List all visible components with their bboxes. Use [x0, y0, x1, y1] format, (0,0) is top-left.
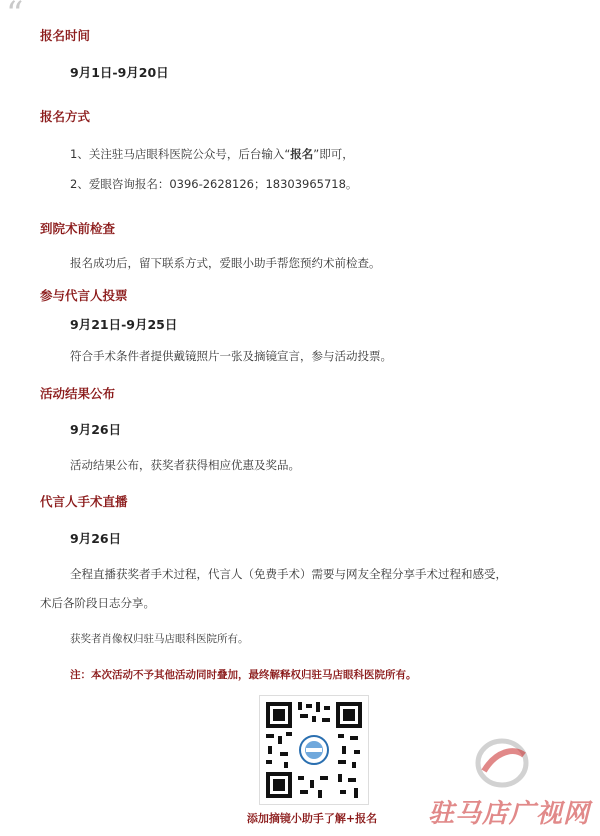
watermark-logo-icon: [470, 735, 530, 795]
method-1-suffix: ”即可，: [313, 147, 354, 161]
results-date: 9月26日: [70, 422, 122, 437]
section-title-results: 活动结果公布: [40, 386, 116, 401]
registration-date: 9月1日-9月20日: [70, 65, 169, 80]
quote-mark: “: [6, 0, 24, 34]
preop-check-text: 报名成功后，留下联系方式，爱眼小助手帮您预约术前检查。: [70, 256, 381, 270]
registration-method-2: 2、爱眼咨询报名：0396-2628126；18303965718。: [70, 177, 358, 191]
section-title-vote: 参与代言人投票: [40, 288, 128, 303]
results-text: 活动结果公布，获奖者获得相应优惠及奖品。: [70, 458, 300, 472]
disclaimer-note: 注：本次活动不予其他活动同时叠加，最终解释权归驻马店眼科医院所有。: [70, 669, 417, 681]
qr-caption: 添加摘镜小助手了解+报名: [246, 812, 378, 825]
section-title-preop-check: 到院术前检查: [40, 221, 116, 236]
portrait-rights: 获奖者肖像权归驻马店眼科医院所有。: [70, 633, 249, 645]
watermark-text: 驻马店广视网: [427, 799, 590, 829]
method-1-keyword: 报名: [290, 147, 314, 161]
live-date: 9月26日: [70, 531, 122, 546]
section-title-live: 代言人手术直播: [40, 494, 128, 509]
vote-text: 符合手术条件者提供戴镜照片一张及摘镜宣言，参与活动投票。: [70, 349, 392, 363]
method-1-prefix: 1、关注驻马店眼科医院公众号，后台输入“: [70, 147, 291, 161]
registration-method-1: [70, 146, 354, 162]
live-text-2: 术后各阶段日志分享。: [40, 596, 155, 610]
section-title-registration-method: 报名方式: [40, 109, 91, 124]
vote-date: 9月21日-9月25日: [70, 317, 178, 332]
live-text-1: 全程直播获奖者手术过程，代言人（免费手术）需要与网友全程分享手术过程和感受，: [70, 567, 507, 581]
section-title-registration-time: 报名时间: [40, 28, 91, 43]
qr-code: [259, 695, 369, 805]
